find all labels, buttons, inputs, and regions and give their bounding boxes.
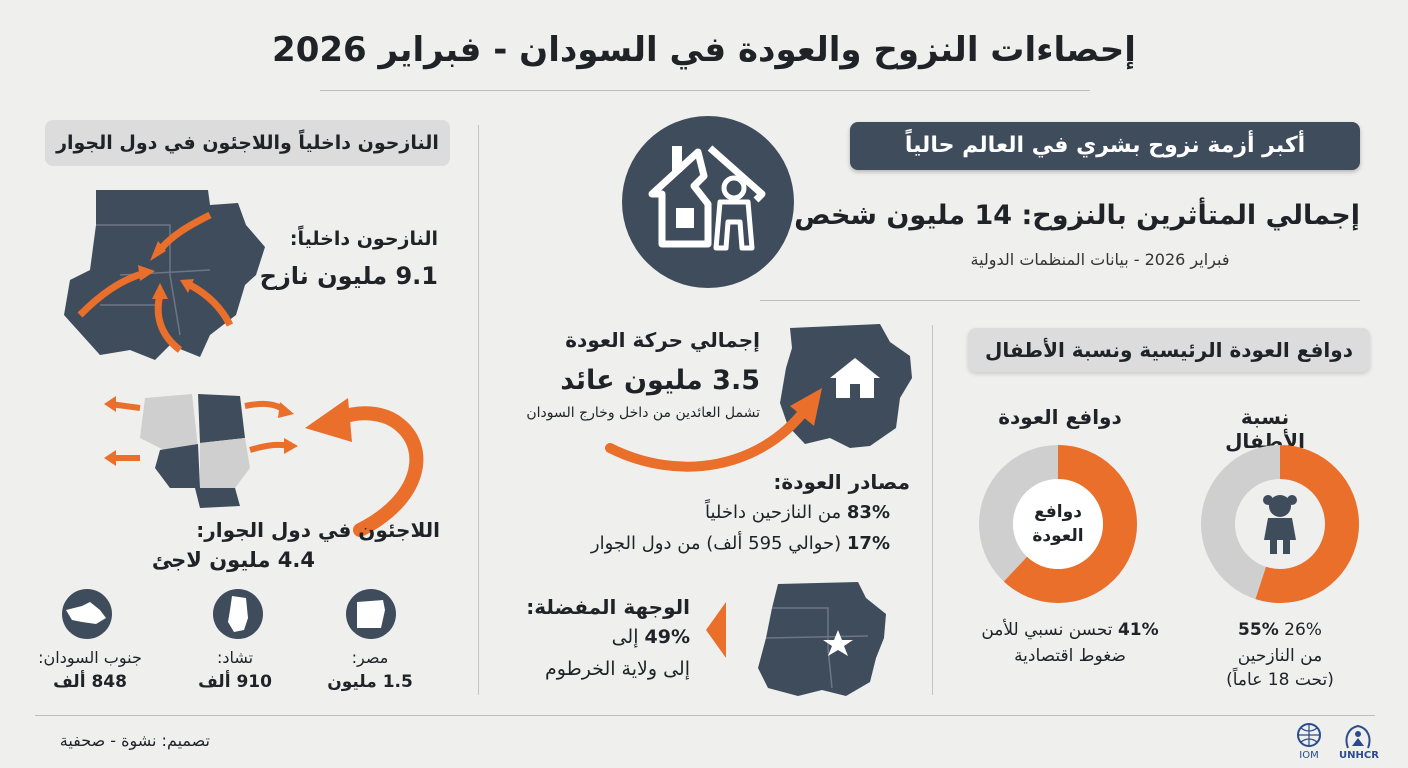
page-title: إحصاءات النزوح والعودة في السودان - فبراير 2026 [272, 30, 1136, 70]
returns-value: 3.5 مليون عائد [560, 365, 760, 396]
motives-center-line2: العودة [1032, 526, 1084, 546]
refugee-value: 4.4 مليون لاجئ [151, 548, 315, 572]
children-line3: (تحت 18 عاماً) [1226, 670, 1334, 690]
title-divider [320, 90, 1090, 91]
chad-value: 910 ألف [198, 672, 272, 692]
destination-label: الوجهة المفضلة: [526, 595, 690, 619]
crisis-total: إجمالي المتأثرين بالنزوح: 14 مليون شخص [794, 200, 1360, 231]
destination-text: إلى ولاية الخرطوم [545, 658, 690, 680]
motives-donut-center [1018, 500, 1098, 548]
child-icon [1263, 495, 1297, 554]
destination-to: إلى [611, 626, 639, 648]
column-divider-right [932, 325, 933, 695]
chad-map-icon [212, 588, 264, 640]
crisis-source: فبراير 2026 - بيانات المنظمات الدولية [970, 250, 1230, 269]
sudan-return-map [600, 318, 920, 480]
motive-row [960, 620, 1180, 640]
children-line2: من النازحين [1237, 646, 1323, 666]
motive-line1: تحسن نسبي للأمن [981, 620, 1113, 640]
return-source-abroad [540, 533, 890, 554]
crisis-banner: أكبر أزمة نزوح بشري في العالم حالياً [850, 122, 1360, 170]
return-source-abroad-text: (حوالي 595 ألف) من دول الجوار [590, 533, 842, 554]
return-source-idp-text: من النازحين داخلياً [705, 502, 842, 523]
south-sudan-label: جنوب السودان: [38, 648, 142, 667]
egypt-label: مصر: [351, 648, 389, 667]
iom-logo-icon [1292, 722, 1326, 752]
south-sudan-map-icon [52, 588, 122, 640]
unhcr-label: UNHCR [1339, 750, 1379, 761]
footer-credit: تصميم: نشوة - صحفية [59, 731, 210, 750]
sudan-idp-map [60, 185, 270, 365]
motive-line2: ضغوط اقتصادية [1014, 646, 1126, 666]
column-divider-left [478, 125, 479, 695]
motives-title: دوافع العودة [998, 405, 1122, 429]
khartoum-map [738, 578, 898, 703]
refugee-region-map [100, 388, 310, 513]
children-donut [1200, 444, 1360, 604]
children-other-pct: 26% [1284, 620, 1322, 640]
children-title: نسبة الأطفال [1225, 405, 1305, 453]
crisis-divider [760, 300, 1360, 301]
destination-pointer-icon [704, 600, 728, 660]
returns-note: تشمل العائدين من داخل وخارج السودان [526, 405, 760, 421]
return-source-idp-pct: 83% [846, 502, 890, 523]
return-source-idp [560, 502, 890, 523]
refugee-label: اللاجئون في دول الجوار: [196, 518, 440, 542]
south-sudan-value: 848 ألف [53, 672, 127, 692]
egypt-map-icon [345, 588, 397, 640]
motives-banner: دوافع العودة الرئيسية ونسبة الأطفال [968, 328, 1370, 372]
idp-value: 9.1 مليون نازح [259, 262, 438, 290]
footer-divider [35, 715, 1375, 716]
motive-pct: 41% [1117, 620, 1159, 640]
destination-pct-row [540, 626, 690, 648]
idp-label: النازحون داخلياً: [289, 228, 438, 250]
destination-pct: 49% [644, 626, 690, 648]
chad-label: تشاد: [216, 648, 254, 667]
displaced-house-icon [622, 116, 794, 288]
egypt-value: 1.5 مليون [327, 672, 413, 692]
returns-label: إجمالي حركة العودة [565, 328, 760, 352]
children-pct: 55% [1238, 620, 1279, 640]
displaced-banner: النازحون داخلياً واللاجئون في دول الجوار [45, 120, 450, 166]
return-source-abroad-pct: 17% [846, 533, 890, 554]
return-sources-label: مصادر العودة: [773, 470, 910, 494]
children-pct-row [1200, 620, 1360, 640]
iom-label: IOM [1299, 750, 1319, 761]
unhcr-logo-icon [1340, 722, 1376, 752]
motives-center-line1: دوافع [1034, 502, 1082, 522]
